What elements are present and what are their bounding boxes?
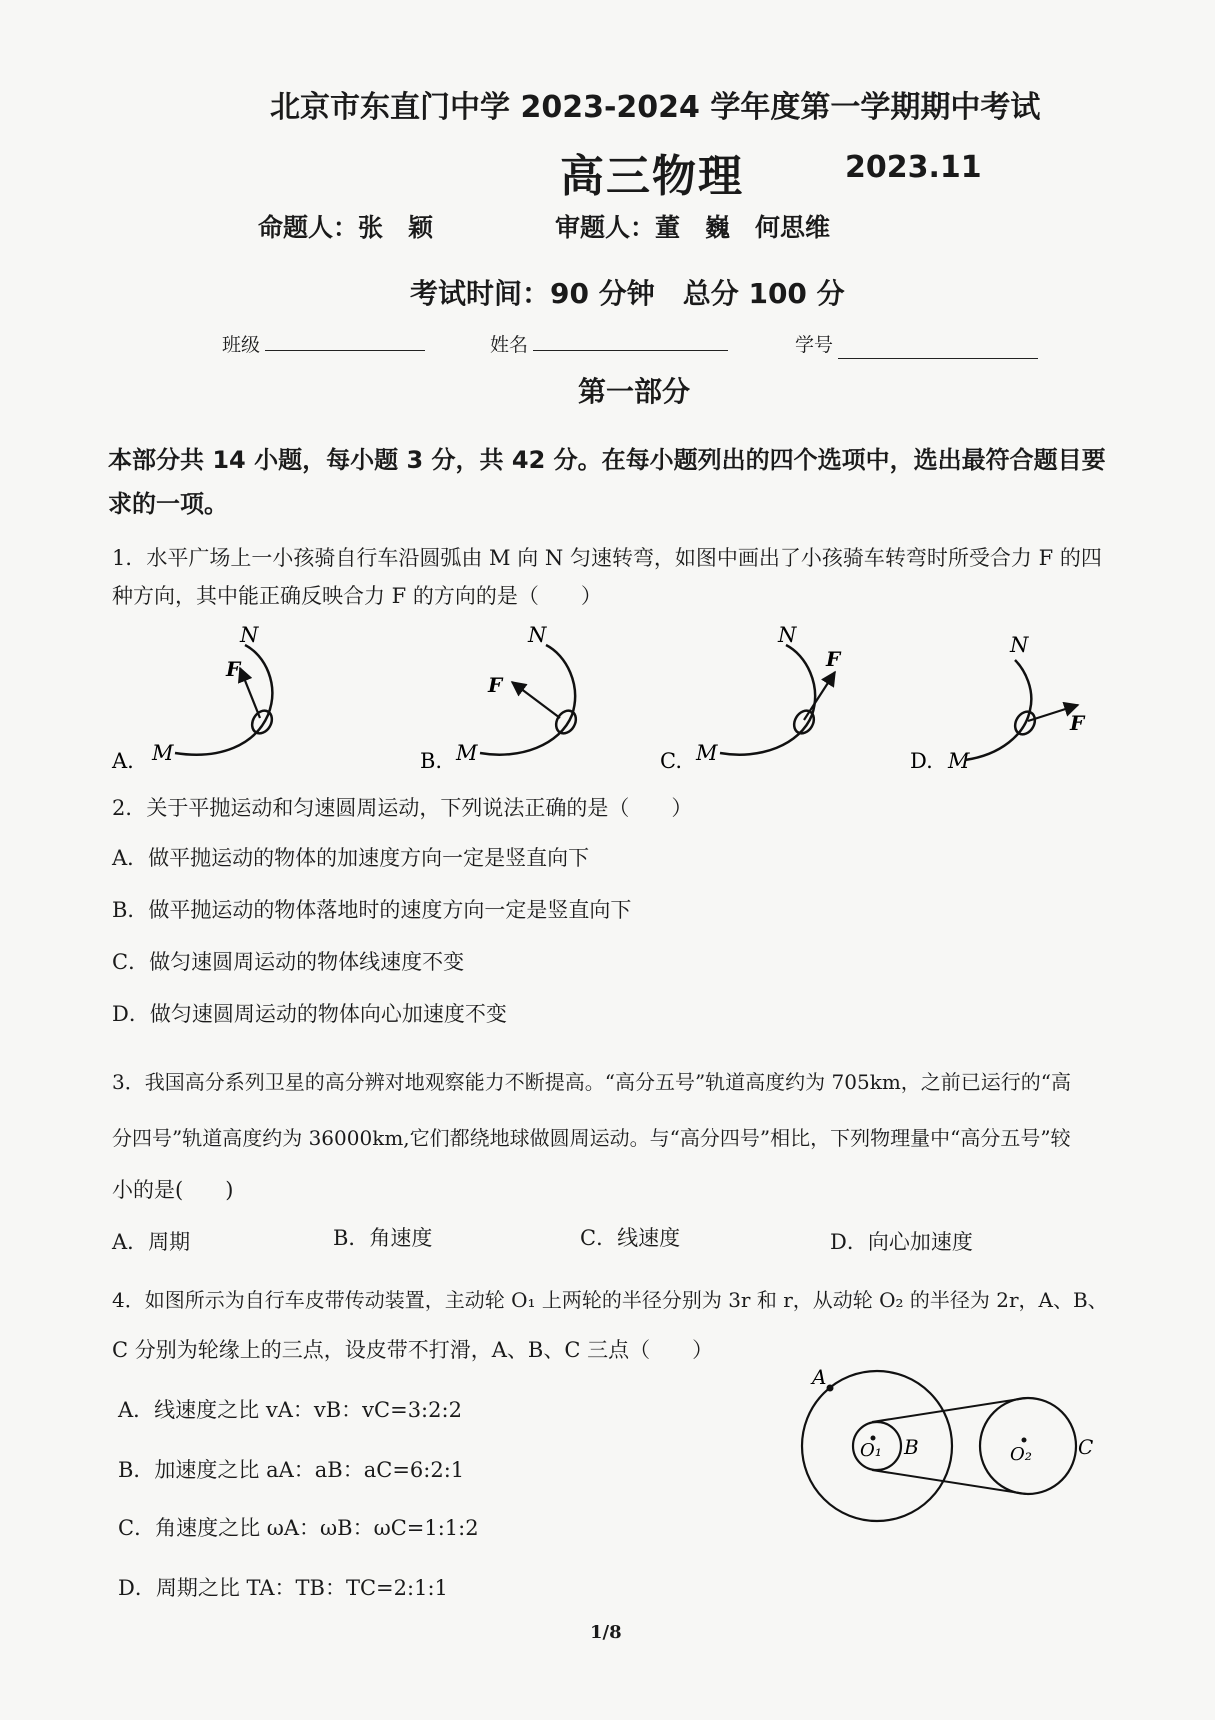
q1-a-point-n: N [240, 623, 259, 647]
part-intro-line2: 求的一项。 [108, 490, 228, 518]
q1-option-d-label: D. [910, 749, 933, 773]
q1-b-point-n: N [528, 623, 547, 647]
q2-stem: 2．关于平抛运动和匀速圆周运动，下列说法正确的是（ ） [112, 796, 693, 820]
q3-option-b[interactable]: B．角速度 [333, 1226, 433, 1250]
q3-stem-line3: 小的是( ) [112, 1178, 234, 1202]
q1-option-a-label: A. [112, 749, 134, 773]
q1-c-point-m: M [696, 741, 718, 765]
q1-b-force: F [488, 673, 503, 697]
q1-stem-line2: 种方向，其中能正确反映合力 F 的方向的是（ ） [112, 584, 602, 608]
reviewer: 审题人：董 巍 何思维 [555, 213, 831, 242]
belt-bottom [872, 1470, 1026, 1494]
exam-date: 2023.11 [845, 150, 982, 185]
q2-option-d[interactable]: D．做匀速圆周运动的物体向心加速度不变 [112, 1002, 507, 1026]
id-field[interactable] [838, 358, 1038, 359]
o1-label: O₁ [860, 1440, 882, 1461]
part-title: 第一部分 [578, 375, 691, 408]
belt-top [872, 1398, 1026, 1422]
q1-d-point-n: N [1010, 633, 1029, 657]
point-c-label: C [1078, 1435, 1094, 1459]
q1-a-point-m: M [152, 741, 174, 765]
q1-figure-c [660, 623, 842, 773]
o2-label: O₂ [1010, 1444, 1032, 1465]
q2-option-b[interactable]: B．做平抛运动的物体落地时的速度方向一定是竖直向下 [112, 898, 632, 922]
q1-c-force: F [826, 647, 841, 671]
q1-stem-line1: 1．水平广场上一小孩骑自行车沿圆弧由 M 向 N 匀速转弯，如图中画出了小孩骑车转弯时所受合力 F 的四 [112, 546, 1102, 570]
q1-figures [100, 620, 1100, 780]
class-label: 班级 [222, 334, 261, 356]
q1-a-force: F [226, 657, 241, 681]
subject-title: 高三物理 [560, 151, 744, 202]
q3-stem-line1: 3．我国高分系列卫星的高分辨对地观察能力不断提高。“高分五号”轨道高度约为 705km，之前已运行的“高 [112, 1070, 1072, 1094]
part-intro-line1: 本部分共 14 小题，每小题 3 分，共 42 分。在每小题列出的四个选项中，选出最符合题目要 [108, 446, 1106, 474]
q4-stem-line2: C 分别为轮缘上的三点，设皮带不打滑，A、B、C 三点（ ） [112, 1338, 714, 1362]
q1-figure-a [111, 623, 276, 773]
name-label: 姓名 [490, 334, 529, 356]
point-b-label: B [904, 1435, 919, 1459]
q3-option-a[interactable]: A．周期 [112, 1230, 191, 1254]
q2-option-c[interactable]: C．做匀速圆周运动的物体线速度不变 [112, 950, 465, 974]
q4-option-c[interactable]: C．角速度之比 ωA：ωB：ωC=1:1:2 [118, 1516, 479, 1540]
q1-c-point-n: N [778, 623, 797, 647]
class-field[interactable] [265, 350, 425, 351]
q1-figure-b [420, 623, 580, 773]
q1-option-b-label: B. [420, 749, 443, 773]
point-a-label: A [812, 1365, 827, 1389]
id-label: 学号 [795, 334, 834, 356]
exam-title: 北京市东直门中学 2023-2024 学年度第一学期期中考试 [270, 90, 1041, 125]
q3-option-c[interactable]: C．线速度 [580, 1226, 681, 1250]
q4-stem-line1: 4．如图所示为自行车皮带传动装置，主动轮 O₁ 上两轮的半径分别为 3r 和 r，从动轮 O₂ 的半径为 2r，A、B、 [112, 1288, 1108, 1312]
q3-option-d[interactable]: D．向心加速度 [830, 1230, 973, 1254]
q4-option-a[interactable]: A．线速度之比 vA：vB：vC=3:2:2 [118, 1398, 462, 1422]
q1-figure-d [910, 633, 1086, 773]
q3-stem-line2: 分四号”轨道高度约为 36000km,它们都绕地球做圆周运动。与“高分四号”相比，下列物理量中“高分五号”较 [112, 1126, 1071, 1150]
q1-b-point-m: M [456, 741, 478, 765]
exam-info: 考试时间：90 分钟 总分 100 分 [410, 277, 845, 310]
q1-d-point-m: M [948, 749, 970, 773]
point-a-dot [827, 1385, 834, 1392]
page-number: 1/8 [590, 1622, 622, 1643]
q4-belt-diagram [800, 1360, 1100, 1540]
q4-option-b[interactable]: B．加速度之比 aA：aB：aC=6:2:1 [118, 1458, 465, 1482]
author: 命题人：张 颖 [258, 213, 434, 242]
q2-option-a[interactable]: A．做平抛运动的物体的加速度方向一定是竖直向下 [112, 846, 590, 870]
q4-option-d[interactable]: D．周期之比 TA：TB：TC=2:1:1 [118, 1576, 448, 1600]
q1-option-c-label: C. [660, 749, 682, 773]
q1-d-force: F [1070, 711, 1085, 735]
name-field[interactable] [533, 350, 728, 351]
